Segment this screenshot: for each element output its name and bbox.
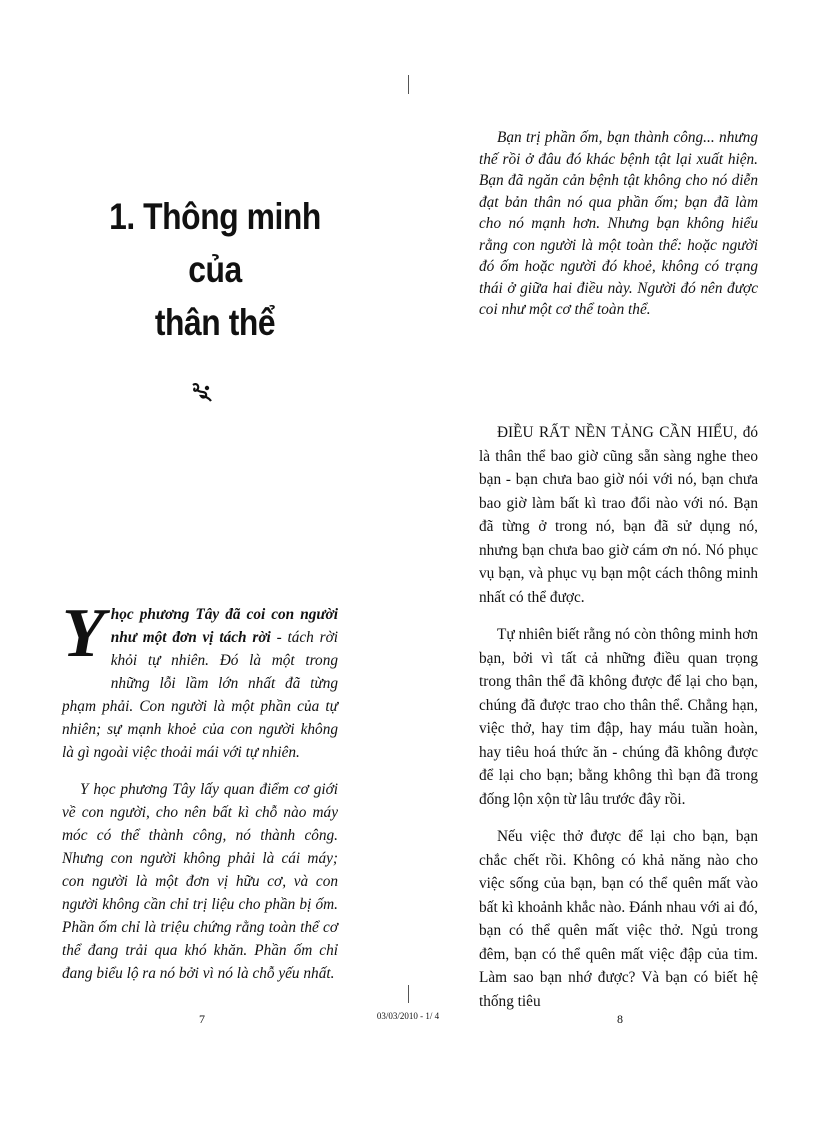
page-number-left: 7 bbox=[199, 1012, 205, 1026]
right-italic-paragraph: Bạn trị phần ốm, bạn thành công... nhưng thế rồi ở đâu đó khác bệnh tật lại xuất hiện. Bạn đã ngăn cản bệnh tật không cho nó diễn đạt bản thân nó qua phần ốm; bạn đã làm cho nó mạnh hơn. Nhưng bạn không hiểu rằng con người là một toàn thể: hoặc người đó ốm hoặc người đó khoẻ, không có trạng thái ở giữa hai điều này. Người đó nên được coi như một cơ thể toàn thể. bbox=[479, 129, 758, 318]
chapter-title bbox=[82, 190, 349, 349]
left-paragraph-1-text: - tách rời khỏi tự nhiên. Đó là một trong những lỗi lầm lớn nhất đã từng phạm phải. Con người là một phần của tự nhiên; sự mạnh khoẻ của con người không là gì ngoài việc thoải mái với tự nhiên. bbox=[62, 629, 338, 761]
right-paragraph-1: ĐIỀU RẤT NỀN TẢNG CẦN HIỂU, đó là thân thể bao giờ cũng sẵn sàng nghe theo bạn - bạn chưa bao giờ nói với nó, bạn chưa bao giờ làm bất kì trao đổi nào với nó. Bạn đã từng ở trong nó, bạn đã sử dụng nó, nhưng bạn chưa bao giờ cám ơn nó. Nó phục vụ bạn, và phục vụ bạn một cách thông minh nhất có thể được. bbox=[479, 424, 758, 606]
right-column bbox=[479, 421, 758, 1013]
left-paragraph-1-bold: học phương Tây đã coi con người như một đơn vị tách rời bbox=[110, 606, 338, 646]
fold-mark-top bbox=[408, 75, 409, 94]
right-paragraph-2: Tự nhiên biết rằng nó còn thông minh hơn bạn, bởi vì tất cả những điều quan trọng trong thân thể đã không được để lại cho bạn, chúng đã được trao cho thân thể. Chẳng hạn, việc thở, hay tim đập, hay máu tuần hoàn, hay tiêu hoá thức ăn - chúng đã không được để lại cho bạn; bằng không thì bạn đã trong đống lộn xộn từ lâu trước đây rồi. bbox=[479, 626, 758, 808]
page-number-right: 8 bbox=[617, 1012, 623, 1026]
left-paragraph-2: Y học phương Tây lấy quan điểm cơ giới về con người, cho nên bất kì chỗ nào máy móc có thể thành công, nó thành công. Nhưng con người không phải là cái máy; con người là một đơn vị hữu cơ, và con người không cần chỉ trị liệu cho phần bị ốm. Phần ốm chỉ là triệu chứng rằng toàn thể cơ thể đang trải qua khó khăn. Phần ốm chỉ đang biểu lộ ra nó bởi vì nó là chỗ yếu nhất. bbox=[62, 781, 338, 982]
fold-mark-bottom bbox=[408, 985, 409, 1003]
left-paragraph-1 bbox=[62, 595, 338, 764]
chapter-title-line-2: thân thể bbox=[154, 302, 276, 343]
fleuron-icon bbox=[190, 381, 214, 403]
left-column bbox=[62, 595, 338, 999]
print-info: 03/03/2010 - 1/ 4 bbox=[376, 1011, 440, 1021]
drop-cap: Y bbox=[62, 595, 105, 672]
right-paragraph-3: Nếu việc thở được để lại cho bạn, bạn chắc chết rồi. Không có khả năng nào cho việc sống của bạn, bạn có thể quên mất vào bất kì khoảnh khắc nào. Đánh nhau với ai đó, bạn có thể quên mất việc thở. Ngủ trong đêm, bạn có thể quên mất việc đập của tim. Làm sao bạn nhớ được? Và bạn có biết hệ thống tiêu bbox=[479, 828, 758, 1010]
right-column-italic bbox=[479, 127, 758, 321]
chapter-title-line-1: 1. Thông minh của bbox=[109, 196, 321, 290]
